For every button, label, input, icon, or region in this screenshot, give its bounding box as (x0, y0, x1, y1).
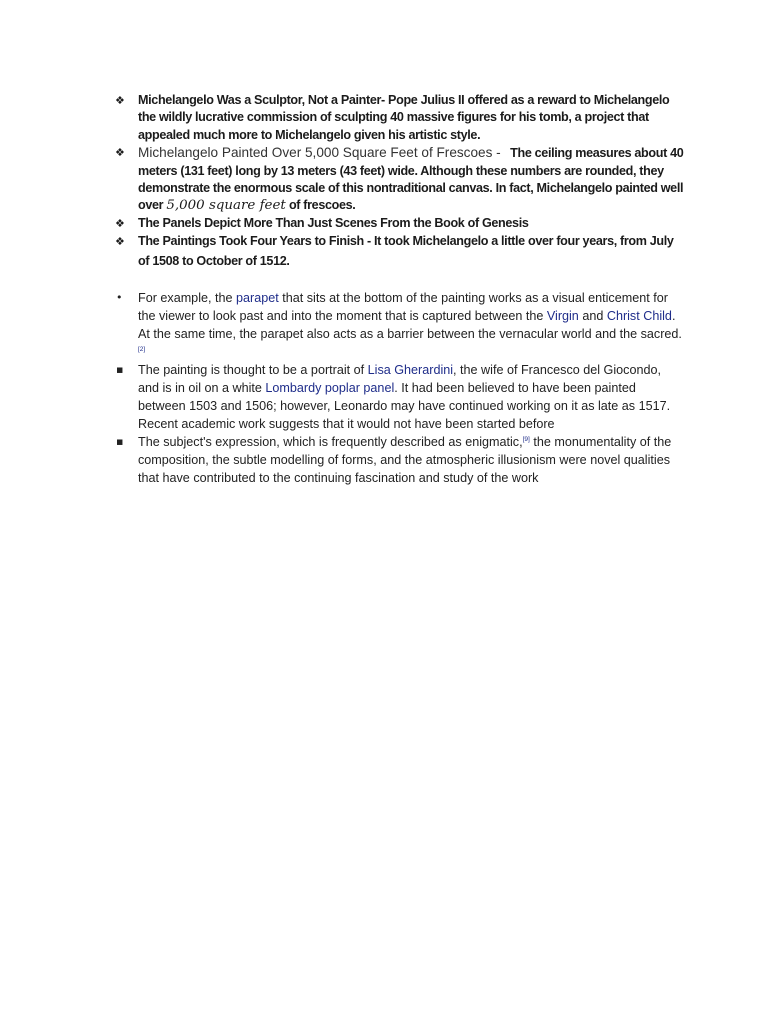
diamond-bullet-list (115, 92, 685, 271)
text-segment: The subject's expression, which is frequently described as enigmatic, (138, 435, 523, 449)
list-item-text-end: of frescoes. (288, 198, 356, 213)
list-item-portrait (115, 361, 685, 433)
list-item-sculptor (115, 92, 685, 144)
text-segment: that sits at the bottom of the painting works as a visual enticement for the viewer to look past and into the moment that is captured between the (138, 291, 668, 323)
list-item-panels (115, 215, 685, 232)
list-item-text: The ceiling measures about 40 meters (131 feet) long by 13 meters (43 feet) wide. Although these numbers are rounded, they demonstrate the enormous scale of this nontraditional canvas. In fact, Michelangelo painted well over (138, 146, 684, 213)
list-item-text: The Panels Depict More Than Just Scenes From the Book of Genesis (138, 215, 529, 230)
text-segment: For example, the (138, 291, 236, 305)
dot-bullet-icon: • (116, 291, 123, 304)
list-item-expression (115, 433, 685, 487)
list-item-parapet (115, 289, 685, 361)
list-item-frescoes (115, 144, 685, 215)
link-virgin[interactable]: Virgin (546, 309, 579, 323)
link-lombardy-poplar-panel[interactable]: Lombardy poplar panel (265, 381, 395, 395)
diamond-bullet-icon: ❖ (115, 94, 125, 107)
square-bullet-list (115, 289, 685, 487)
italic-phrase: 5,000 square feet (166, 198, 286, 214)
citation-ref-2[interactable]: [2] (138, 346, 146, 353)
list-item-text: Michelangelo Was a Sculptor, Not a Painter- Pope Julius II offered as a reward to Michelangelo the wildly lucrative commission of sculpting 40 massive figures for his tomb, a project that appealed much more to Michelangelo given his artistic style. (138, 93, 670, 142)
text-segment: , the wife of Francesco del Giocondo, and is in oil on a white (138, 363, 661, 395)
diamond-bullet-icon: ❖ (115, 146, 125, 160)
list-item-heading: Michelangelo Painted Over 5,000 Square Feet of Frescoes - (138, 145, 501, 161)
text-segment: . It had been believed to have been painted between 1503 and 1506; however, Leonardo may have continued working on it as late as 1517. Recent academic work suggests that it would not have been started before (138, 381, 671, 431)
citation-ref-9[interactable]: [9] (522, 436, 530, 443)
link-parapet[interactable]: parapet (236, 291, 279, 305)
list-item-text: The Paintings Took Four Years to Finish - It took Michelangelo a little over four years, from July of 1508 to October of 1512. (138, 234, 674, 268)
diamond-bullet-icon: ❖ (115, 216, 125, 230)
text-segment: . At the same time, the parapet also acts as a barrier between the vernacular world and the sacred. (138, 309, 682, 341)
link-christ-child[interactable]: Christ Child (606, 309, 672, 323)
text-segment: and (578, 309, 607, 323)
square-bullet-icon: ▪ (116, 435, 124, 448)
list-item-four-years (115, 232, 685, 271)
square-bullet-icon: ▪ (116, 363, 124, 376)
diamond-bullet-icon: ❖ (115, 235, 125, 249)
text-segment: the monumentality of the composition, the subtle modelling of forms, and the atmospheric illusionism were novel qualities that have contributed to the continuing fascination and study of the work (138, 435, 672, 485)
text-segment: The painting is thought to be a portrait of (138, 363, 368, 377)
link-lisa-gherardini[interactable]: Lisa Gherardini (367, 363, 454, 377)
